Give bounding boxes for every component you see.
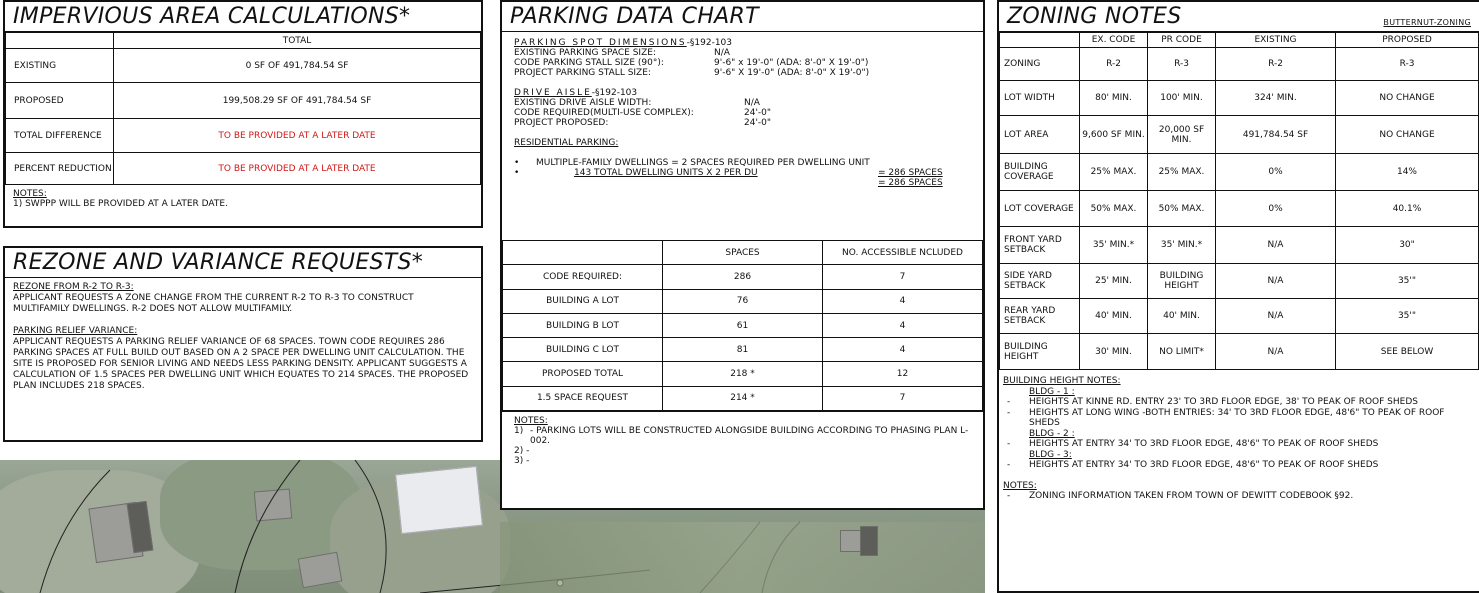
impervious-row-label: EXISTING	[6, 49, 114, 83]
impervious-header-blank	[6, 33, 114, 49]
parking-table-cell: 1.5 SPACE REQUEST	[503, 386, 663, 410]
zoning-header: PROPOSED	[1336, 33, 1479, 48]
zoning-cell: N/A	[1216, 334, 1336, 370]
zoning-header: EXISTING	[1216, 33, 1336, 48]
height-note: HEIGHTS AT KINNE RD. ENTRY 23' TO 3RD FLOOR EDGE, 38' TO PEAK OF ROOF SHEDS	[1029, 397, 1418, 407]
zoning-cell: R-2	[1080, 48, 1148, 81]
residential-heading: RESIDENTIAL PARKING:	[514, 138, 619, 148]
building-height-notes	[999, 370, 1479, 508]
parking-table-cell: 61	[663, 313, 823, 337]
bldg-heading: BLDG - 3:	[1029, 449, 1072, 460]
zoning-cell: NO CHANGE	[1336, 81, 1479, 116]
parking-table-cell: 214 *	[663, 386, 823, 410]
zoning-cell: 0%	[1216, 191, 1336, 227]
zoning-cell: SEE BELOW	[1336, 334, 1479, 370]
parking-table-header	[503, 241, 663, 265]
impervious-notes-title: NOTES:	[13, 189, 47, 199]
residential-total-value: = 286 SPACES	[878, 178, 943, 188]
impervious-title: IMPERVIOUS AREA CALCULATIONS*	[5, 2, 481, 32]
zoning-cell: 35'"	[1336, 299, 1479, 334]
impervious-row-label: PROPOSED	[6, 83, 114, 119]
dash: -	[1007, 397, 1011, 407]
height-note: HEIGHTS AT ENTRY 34' TO 3RD FLOOR EDGE, 48'6" TO PEAK OF ROOF SHEDS	[1029, 439, 1379, 449]
parking-title: PARKING DATA CHART	[502, 2, 983, 32]
impervious-row-value: TO BE PROVIDED AT A LATER DATE	[114, 119, 481, 153]
impervious-row-label: TOTAL DIFFERENCE	[6, 119, 114, 153]
impervious-row-label: PERCENT REDUCTION	[6, 153, 114, 185]
zoning-cell: 20,000 SF MIN.	[1148, 116, 1216, 154]
parking-note: 3) -	[514, 456, 530, 467]
zoning-cell: 0%	[1216, 154, 1336, 191]
zoning-cell: 100' MIN.	[1148, 81, 1216, 116]
zoning-cell: 40' MIN.	[1080, 299, 1148, 334]
zoning-row-label: FRONT YARD SETBACK	[1000, 227, 1080, 264]
zoning-header: EX. CODE	[1080, 33, 1148, 48]
rezone-title: REZONE AND VARIANCE REQUESTS*	[5, 248, 481, 278]
spot-value: N/A	[714, 48, 730, 58]
zoning-row-label: ZONING	[1000, 48, 1080, 81]
parking-note-number: 1)	[514, 426, 524, 437]
variance-section-title: PARKING RELIEF VARIANCE:	[13, 326, 138, 336]
zoning-cell: 324' MIN.	[1216, 81, 1336, 116]
parking-table-cell: 286	[663, 265, 823, 289]
drive-value: 24'-0"	[744, 118, 772, 128]
drive-value: 24'-0"	[744, 108, 772, 118]
zoning-cell: NO LIMIT*	[1148, 334, 1216, 370]
parking-notes	[502, 411, 983, 470]
residential-bullet: 143 TOTAL DWELLING UNITS X 2 PER DU	[574, 168, 758, 178]
parking-table-cell: 7	[823, 265, 983, 289]
zoning-title-bar	[999, 2, 1479, 32]
zoning-cell: 25' MIN.	[1080, 264, 1148, 299]
parking-table-cell: 7	[823, 386, 983, 410]
parking-details	[502, 32, 983, 240]
drive-key: CODE REQUIRED(MULTI-USE COMPLEX):	[514, 108, 694, 118]
variance-section-text: APPLICANT REQUESTS A PARKING RELIEF VARIANCE OF 68 SPACES. TOWN CODE REQUIRES 286 PARKING SPACES AT FULL BUILD OUT BASED ON A 2 SPACE PER DWELLING UNIT CALCULATION. THE SITE IS PROPOSED FOR SENIOR LIVING AND NEEDS LESS PARKING DENSITY. APPLICANT SUGGESTS A CALCULATION OF 1.5 SPACES PER DWELLING UNIT WHICH EQUATES TO 214 SPACES. THE PROPOSED PLAN INCLUDES 218 SPACES.	[13, 337, 469, 391]
zoning-cell: NO CHANGE	[1336, 116, 1479, 154]
zoning-cell: 35' MIN.*	[1148, 227, 1216, 264]
zoning-cell: 50% MAX.	[1080, 191, 1148, 227]
height-notes-title: BUILDING HEIGHT NOTES:	[1003, 376, 1121, 386]
zoning-cell: 30' MIN.	[1080, 334, 1148, 370]
zoning-cell: 50% MAX.	[1148, 191, 1216, 227]
dash: -	[1007, 491, 1011, 501]
parking-table-cell: PROPOSED TOTAL	[503, 362, 663, 386]
zoning-note: ZONING INFORMATION TAKEN FROM TOWN OF DEWITT CODEBOOK §92.	[1029, 491, 1354, 501]
zoning-subtitle: BUTTERNUT-ZONING	[1383, 18, 1471, 27]
zoning-row-label: LOT COVERAGE	[1000, 191, 1080, 227]
bldg-heading: BLDG - 2 :	[1029, 428, 1075, 439]
spot-heading: PARKING SPOT DIMENSIONS	[514, 38, 687, 48]
zoning-table	[999, 32, 1479, 370]
zoning-cell: N/A	[1216, 299, 1336, 334]
rezone-body	[5, 278, 481, 396]
parking-table-cell: BUILDING C LOT	[503, 338, 663, 362]
zoning-title: ZONING NOTES	[1007, 4, 1182, 29]
impervious-notes	[5, 185, 481, 213]
zoning-cell: R-2	[1216, 48, 1336, 81]
zoning-row-label: SIDE YARD SETBACK	[1000, 264, 1080, 299]
rezone-section-title: REZONE FROM R-2 TO R-3:	[13, 282, 134, 292]
parking-table-cell: CODE REQUIRED:	[503, 265, 663, 289]
impervious-note: 1) SWPPP WILL BE PROVIDED AT A LATER DATE.	[13, 199, 228, 209]
rezone-panel	[3, 246, 483, 442]
drive-key: EXISTING DRIVE AISLE WIDTH:	[514, 98, 652, 108]
impervious-row-value: 199,508.29 SF OF 491,784.54 SF	[114, 83, 481, 119]
zoning-cell: 9,600 SF MIN.	[1080, 116, 1148, 154]
parking-data-panel	[500, 0, 985, 510]
spot-value: 9'-6" X 19'-0" (ADA: 8'-0" X 19'-0")	[714, 68, 870, 78]
height-note: HEIGHTS AT LONG WING -BOTH ENTRIES: 34' TO 3RD FLOOR EDGE, 48'6" TO PEAK OF ROOF SHEDS	[1029, 407, 1445, 428]
zoning-notes-title: NOTES:	[1003, 480, 1037, 491]
zoning-cell: 35'"	[1336, 264, 1479, 299]
rezone-section-text: APPLICANT REQUESTS A ZONE CHANGE FROM THE CURRENT R-2 TO R-3 TO CONSTRUCT MULTIFAMILY DWELLINGS. R-2 DOES NOT ALLOW MULTIFAMILY.	[13, 293, 414, 314]
zoning-cell: BUILDING HEIGHT	[1148, 264, 1216, 299]
zoning-header	[1000, 33, 1080, 48]
impervious-header-total: TOTAL	[114, 33, 481, 49]
residential-bullet: MULTIPLE-FAMILY DWELLINGS = 2 SPACES REQUIRED PER DWELLING UNIT	[536, 158, 870, 168]
spot-ref: -§192-103	[686, 38, 732, 48]
drive-heading: DRIVE AISLE	[514, 88, 592, 98]
zoning-cell: 40' MIN.	[1148, 299, 1216, 334]
dash: -	[1007, 460, 1011, 470]
zoning-cell: 30"	[1336, 227, 1479, 264]
zoning-row-label: BUILDING COVERAGE	[1000, 154, 1080, 191]
parking-table-cell: BUILDING A LOT	[503, 289, 663, 313]
zoning-cell: 25% MAX.	[1080, 154, 1148, 191]
impervious-table	[5, 32, 481, 185]
height-note: HEIGHTS AT ENTRY 34' TO 3RD FLOOR EDGE, 48'6" TO PEAK OF ROOF SHEDS	[1029, 460, 1379, 470]
drive-key: PROJECT PROPOSED:	[514, 118, 609, 128]
zoning-cell: N/A	[1216, 227, 1336, 264]
parking-table-cell: 12	[823, 362, 983, 386]
spot-key: CODE PARKING STALL SIZE (90°):	[514, 58, 664, 68]
spot-key: PROJECT PARKING STALL SIZE:	[514, 68, 651, 78]
impervious-row-value: TO BE PROVIDED AT A LATER DATE	[114, 153, 481, 185]
dash: -	[1007, 407, 1011, 418]
zoning-row-label: REAR YARD SETBACK	[1000, 299, 1080, 334]
zoning-cell: 14%	[1336, 154, 1479, 191]
parking-table-cell: BUILDING B LOT	[503, 313, 663, 337]
zoning-cell: N/A	[1216, 264, 1336, 299]
zoning-cell: 40.1%	[1336, 191, 1479, 227]
zoning-cell: 491,784.54 SF	[1216, 116, 1336, 154]
parking-spaces-table	[502, 240, 983, 411]
parking-table-header: SPACES	[663, 241, 823, 265]
parking-table-cell: 4	[823, 338, 983, 362]
parking-table-cell: 81	[663, 338, 823, 362]
zoning-cell: R-3	[1148, 48, 1216, 81]
zoning-notes-panel	[997, 0, 1479, 593]
parking-table-cell: 4	[823, 289, 983, 313]
bullet-dot: •	[514, 168, 520, 178]
impervious-row-value: 0 SF OF 491,784.54 SF	[114, 49, 481, 83]
parking-table-cell: 76	[663, 289, 823, 313]
zoning-header: PR CODE	[1148, 33, 1216, 48]
parking-table-cell: 4	[823, 313, 983, 337]
residential-bullet-value: = 286 SPACES	[878, 168, 943, 178]
impervious-area-panel	[3, 0, 483, 228]
dash: -	[1007, 439, 1011, 449]
parking-note: 2) -	[514, 446, 530, 457]
spot-key: EXISTING PARKING SPACE SIZE:	[514, 48, 656, 58]
zoning-row-label: LOT AREA	[1000, 116, 1080, 154]
zoning-cell: 35' MIN.*	[1080, 227, 1148, 264]
parking-table-cell: 218 *	[663, 362, 823, 386]
drive-ref: -§192-103	[591, 88, 638, 98]
zoning-cell: R-3	[1336, 48, 1479, 81]
zoning-row-label: LOT WIDTH	[1000, 81, 1080, 116]
drive-value: N/A	[744, 98, 760, 108]
spot-value: 9'-6" x 19'-0" (ADA: 8'-0" X 19'-0")	[714, 58, 869, 68]
zoning-cell: 80' MIN.	[1080, 81, 1148, 116]
parking-note: - PARKING LOTS WILL BE CONSTRUCTED ALONGSIDE BUILDING ACCORDING TO PHASING PLAN L-002.	[530, 426, 969, 447]
bullet-dot: •	[514, 158, 520, 168]
zoning-row-label: BUILDING HEIGHT	[1000, 334, 1080, 370]
parking-table-header: NO. ACCESSIBLE NCLUDED	[823, 241, 983, 265]
zoning-cell: 25% MAX.	[1148, 154, 1216, 191]
parking-notes-title: NOTES:	[514, 416, 548, 427]
bldg-heading: BLDG - 1 :	[1029, 386, 1075, 397]
